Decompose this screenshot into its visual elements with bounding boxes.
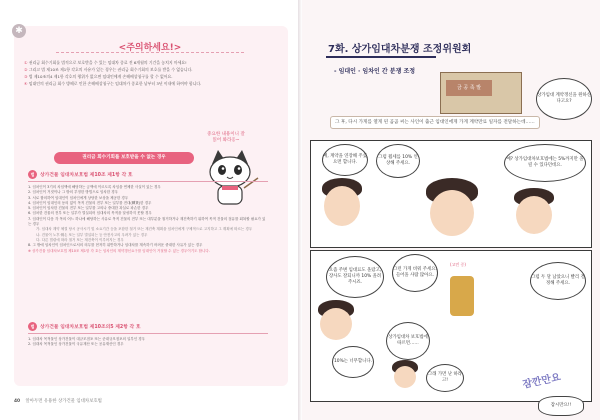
speech-bubble: 요즘 주변 임대료도 올랐고, 장사도 잘되니까 10% 올려 주시죠. — [326, 256, 384, 298]
notice-title: <주의하세요!> — [118, 43, 182, 53]
speech-bubble: 그럼 월세를 10% 인상해 주세요. — [376, 144, 420, 178]
page-number: 40 — [14, 399, 21, 404]
speech-bubble: 상가임대 계약갱신을 원하신다고요? — [536, 78, 592, 120]
section-heading: 법 상가건물 임대차보호법 제10조 제1항 각 호 — [28, 170, 268, 179]
notice-item: ③ 법 제10조의4 제1항 각호의 행위가 없으면 임대인에게 손해배상청구를 할 수 없어요. — [24, 74, 173, 79]
section-pill: 권리금 회수기회를 보호받을 수 없는 경우 — [54, 152, 194, 164]
landlord-face — [320, 308, 352, 340]
chapter-subtitle: - 임대인 · 임차인 간 분쟁 조정 — [334, 68, 416, 75]
cat-speech: 중요한 내용이니 잘 읽어 봐라옹~ — [207, 132, 245, 143]
notice-item: ④ 임대인의 권리금 회수 방해로 인한 손해배상청구는 임대차가 종료한 날부터 3년 이내에 하여야 합니다. — [24, 81, 202, 86]
notice-item: ② 그리고 법 제10조 제1항 각호의 사유가 있는 경우는 권리금 회수기회의 보호를 받을 수 없습니다. — [24, 67, 193, 72]
speech-bubble: 그럼 두 달 남았으니 빨리 결정해 주세요. — [530, 262, 586, 300]
list-subitem: 나. 건물이 노후·훼손 또는 일부 멸실되는 등 안전사고의 우려가 있는 경우 — [36, 232, 148, 237]
highlight-note: ※ 상가건물 임대차보호법 제10조 제1항 각 호는 임차인의 계약갱신요구를 임대인이 거절할 수 있는 경우이기도 합니다. — [28, 248, 210, 253]
chapter-title: 7화. 상가임대차분쟁 조정위원회 — [328, 44, 472, 55]
landlord-face — [516, 196, 552, 234]
list-subitem: 다. 다른 법령에 따라 철거 또는 재건축이 이루어지는 경우 — [36, 237, 124, 242]
speech-bubble: 예, 계약을 연장해 주셨으면 합니다. — [322, 144, 368, 176]
list-item: 8. 그 밖에 임차인이 임차인으로서의 의무를 현저히 위반하거나 임대차를 계속하기 어려운 중대한 사유가 있는 경우 — [28, 243, 203, 248]
list-subitem: 가. 임대차 계약 체결 당시 공사시기 및 소요기간 등을 포함한 철거 또는 재건축 계획을 임차인에게 구체적으로 고지하고 그 계획에 따르는 경우 — [36, 227, 253, 232]
law-item-list — [28, 337, 268, 348]
list-item: 6. 임차한 건물의 전부 또는 일부가 멸실되어 임대차의 목적을 달성하지 못할 경우 — [28, 211, 152, 216]
list-item: 4. 임차인이 임대인의 동의 없이 목적 건물의 전부 또는 일부를 전대(轉貸)한 경우 — [28, 200, 152, 205]
section-heading: 법 상가건물 임대차보호법 제10조의5 제2항 각 호 — [28, 322, 268, 331]
notice-divider — [56, 52, 244, 53]
law-section-1 — [28, 170, 268, 254]
list-item: 7. 임대인이 다음 각 목의 어느 하나에 해당하는 사유로 목적 건물의 전부 또는 대부분을 철거하거나 재건축하기 위하여 목적 건물의 점유를 회복할 필요가 있는 경우 — [28, 216, 266, 227]
list-item: 1. 임대차 목적물인 상가건물이 대규모점포 또는 준대규모점포의 일부인 경우 — [28, 337, 146, 341]
tenant-face — [430, 190, 474, 236]
chapter-title-underline — [326, 56, 436, 58]
section-divider — [28, 333, 268, 334]
notice-list — [24, 60, 276, 88]
law-item-list — [28, 185, 268, 254]
page-gutter — [298, 0, 302, 420]
list-item: 2. 임대차 목적물인 상가건물이 국유재산 또는 공유재산인 경우 — [28, 342, 124, 347]
speech-bubble: 그런 가게 비워 주세요. 들어올 사람 많아요. — [392, 254, 438, 292]
book-title: 알아두면 유용한 상가건물 임대차보호법 — [25, 399, 102, 404]
speech-bubble: 예? 상가임대차보호법에는 5%까지만 올릴 수 있다던데요. — [504, 144, 586, 182]
narration-box: 그 후, 다시 가게를 열게 된 곰곰 씨는 사인이 출근 임대인에게 가게 계약만료 일자를 전달하는데…… — [330, 116, 540, 129]
landlord-face — [324, 186, 360, 226]
stamp-text: 잠깐만요 — [521, 372, 562, 391]
tenant-face — [394, 366, 416, 388]
law-badge-icon: 법 — [28, 170, 37, 179]
list-item: 5. 임차인이 임차한 건물의 전부 또는 일부를 고의나 중대한 과실로 파손한 경우 — [28, 206, 149, 211]
star-icon: ✱ — [12, 24, 26, 38]
notice-item: ① 권리금 회수기회를 법적으로 보호받을 수 있는 임대차 종료 전 6개월의 기간을 놓치지 마세요! — [24, 60, 187, 65]
list-item: 2. 임차인이 거짓이나 그 밖의 부정한 방법으로 임차한 경우 — [28, 190, 119, 195]
speech-bubble: 상가임대차 보호법에 따르면…… — [386, 322, 430, 360]
speech-bubble: 그래 가면 난 하라고! — [426, 364, 464, 392]
side-caption: (고민 중) — [450, 262, 466, 267]
page-footer — [14, 398, 102, 404]
section-divider — [28, 181, 268, 182]
list-item: 1. 임차인이 3기의 차임액에 해당하는 금액에 이르도록 차임을 연체한 사실이 있는 경우 — [28, 185, 161, 189]
speech-bubble: 잠시만요!! — [538, 396, 584, 416]
speech-bubble: 10%는 너무합니다. — [332, 346, 374, 378]
law-badge-icon: 법 — [28, 322, 37, 331]
king-figure — [450, 276, 474, 316]
shop-sign: 금 공 족 발 — [446, 80, 492, 96]
list-item: 3. 서로 합의하여 임대인이 임차인에게 상당한 보상을 제공한 경우 — [28, 195, 129, 200]
law-section-2 — [28, 322, 268, 348]
